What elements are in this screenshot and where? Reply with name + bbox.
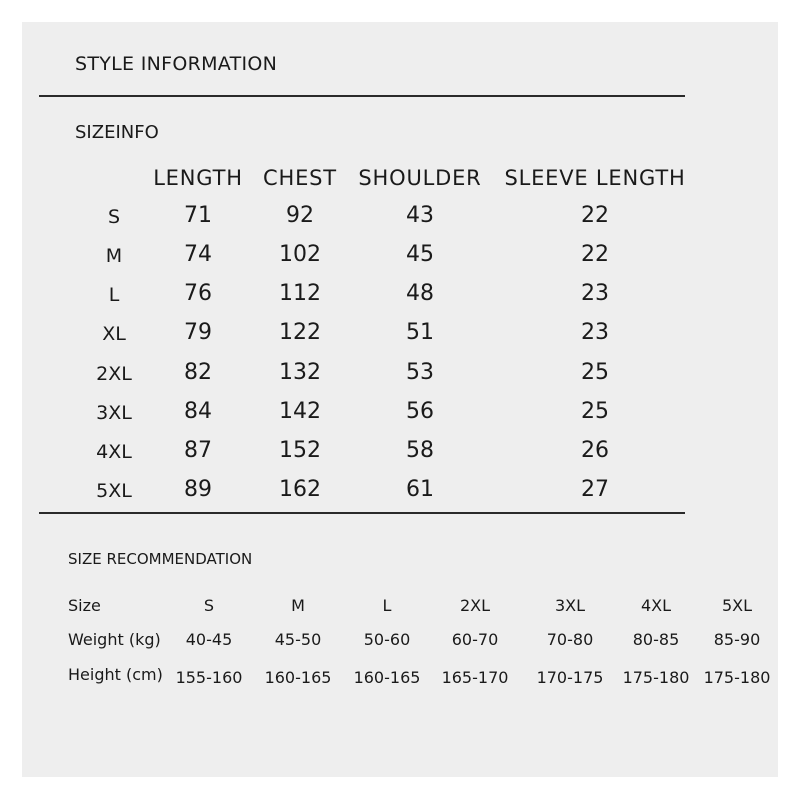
table-cell: 27 — [581, 477, 609, 502]
column-header: SLEEVE LENGTH — [504, 166, 686, 190]
table-cell: 23 — [581, 281, 609, 306]
recommendation-cell: 165-170 — [441, 668, 509, 687]
table-cell: 23 — [581, 320, 609, 345]
table-cell: 102 — [279, 242, 321, 267]
recommendation-cell: 45-50 — [274, 630, 322, 649]
table-cell: 132 — [279, 360, 321, 385]
table-cell: 92 — [286, 203, 314, 228]
table-cell: 22 — [581, 203, 609, 228]
size-label: M — [105, 245, 123, 267]
recommendation-cell: 160-165 — [353, 668, 421, 687]
recommendation-cell: 70-80 — [546, 630, 594, 649]
size-label: 4XL — [96, 441, 132, 463]
table-cell: 74 — [184, 242, 212, 267]
table-cell: 61 — [406, 477, 434, 502]
recommendation-row-label: Height (cm) — [68, 665, 163, 684]
table-cell: 162 — [279, 477, 321, 502]
recommendation-cell: L — [382, 596, 392, 615]
table-cell: 48 — [406, 281, 434, 306]
recommendation-row-label: Weight (kg) — [68, 630, 161, 649]
recommendation-cell: 175-180 — [622, 668, 690, 687]
table-cell: 84 — [184, 399, 212, 424]
sizeinfo-label: SIZEINFO — [75, 122, 159, 143]
table-cell: 56 — [406, 399, 434, 424]
recommendation-cell: S — [203, 596, 215, 615]
table-cell: 142 — [279, 399, 321, 424]
style-information-title: STYLE INFORMATION — [75, 53, 278, 75]
recommendation-cell: 3XL — [554, 596, 586, 615]
size-label: 2XL — [96, 363, 132, 385]
table-cell: 51 — [406, 320, 434, 345]
recommendation-cell: 170-175 — [536, 668, 604, 687]
recommendation-cell: 2XL — [459, 596, 491, 615]
table-cell: 53 — [406, 360, 434, 385]
recommendation-row-label: Size — [68, 596, 101, 615]
table-cell: 26 — [581, 438, 609, 463]
recommendation-cell: 5XL — [721, 596, 753, 615]
table-cell: 25 — [581, 399, 609, 424]
top-divider — [39, 95, 685, 97]
size-chart-card — [22, 22, 778, 777]
size-label: XL — [102, 323, 126, 345]
recommendation-cell: 4XL — [640, 596, 672, 615]
table-cell: 71 — [184, 203, 212, 228]
recommendation-cell: 155-160 — [175, 668, 243, 687]
size-label: L — [108, 284, 120, 306]
recommendation-cell: 60-70 — [451, 630, 499, 649]
table-cell: 45 — [406, 242, 434, 267]
recommendation-cell: 80-85 — [632, 630, 680, 649]
size-label: 5XL — [96, 480, 132, 502]
recommendation-cell: 40-45 — [185, 630, 233, 649]
table-cell: 43 — [406, 203, 434, 228]
recommendation-cell: 50-60 — [363, 630, 411, 649]
recommendation-cell: 175-180 — [703, 668, 771, 687]
table-cell: 122 — [279, 320, 321, 345]
size-label: S — [107, 206, 121, 228]
table-cell: 89 — [184, 477, 212, 502]
recommendation-cell: 160-165 — [264, 668, 332, 687]
table-cell: 76 — [184, 281, 212, 306]
table-cell: 82 — [184, 360, 212, 385]
table-cell: 25 — [581, 360, 609, 385]
column-header: SHOULDER — [358, 166, 482, 190]
table-cell: 58 — [406, 438, 434, 463]
size-recommendation-title: SIZE RECOMMENDATION — [68, 550, 253, 568]
recommendation-cell: M — [291, 596, 305, 615]
table-cell: 22 — [581, 242, 609, 267]
table-cell: 87 — [184, 438, 212, 463]
table-cell: 79 — [184, 320, 212, 345]
size-label: 3XL — [96, 402, 132, 424]
recommendation-cell: 85-90 — [713, 630, 761, 649]
bottom-divider — [39, 512, 685, 514]
column-header: CHEST — [263, 166, 337, 190]
table-cell: 112 — [279, 281, 321, 306]
column-header: LENGTH — [153, 166, 243, 190]
table-cell: 152 — [279, 438, 321, 463]
